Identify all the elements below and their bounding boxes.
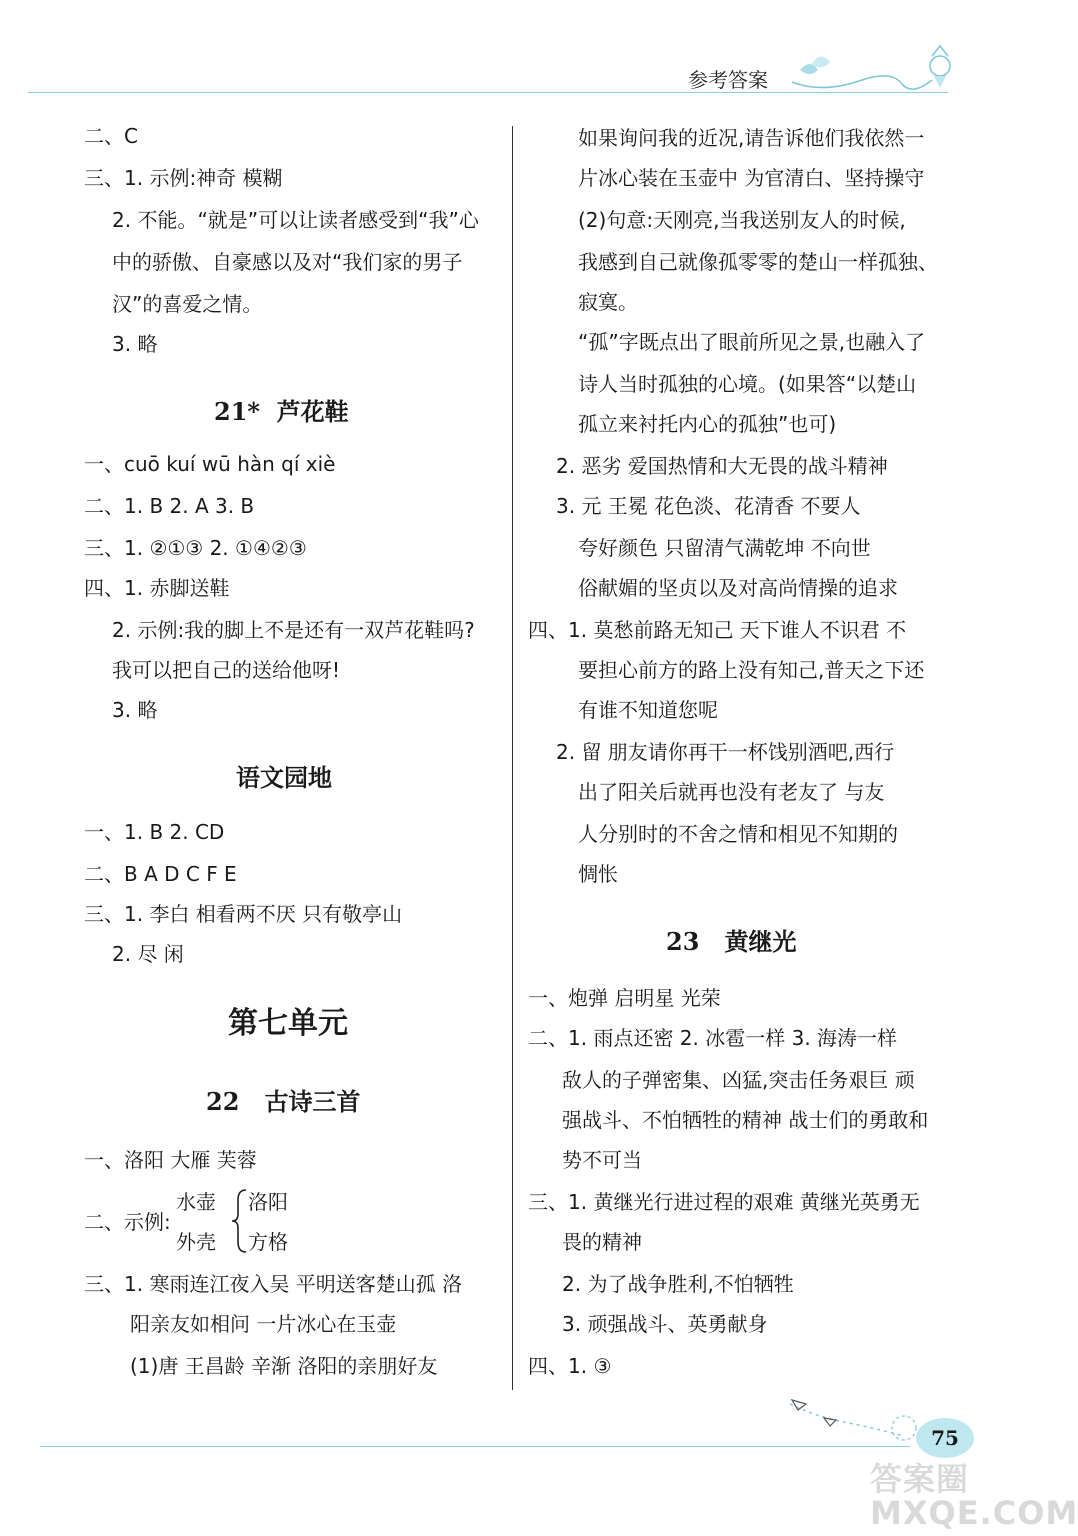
left-line: 3. 略 (112, 698, 158, 722)
right-line: “孤”字既点出了眼前所见之景,也融入了 (578, 330, 926, 354)
unit-title: 第七单元 (228, 1006, 348, 1041)
right-line: (2)句意:天刚亮,当我送别友人的时候, (578, 208, 906, 232)
left-line: 三、1. 示例:神奇 模糊 (84, 166, 283, 190)
left-line: 二、1. B 2. A 3. B (84, 494, 255, 518)
right-line: 2. 恶劣 爱国热情和大无畏的战斗精神 (556, 454, 888, 478)
section-title: 21* 芦花鞋 (214, 397, 349, 426)
left-line: 3. 略 (112, 332, 158, 356)
right-line: 人分别时的不舍之情和相见不知期的 (578, 822, 898, 846)
left-line: 水壶 (176, 1190, 216, 1214)
right-line: 孤立来衬托内心的孤独”也可) (578, 412, 837, 436)
bird-decoration-icon (784, 1392, 924, 1452)
right-line: 四、1. 莫愁前路无知己 天下谁人不识君 不 (528, 618, 907, 642)
right-line: 二、1. 雨点还密 2. 冰雹一样 3. 海涛一样 (528, 1026, 898, 1050)
right-line: 畏的精神 (562, 1230, 642, 1254)
left-line: 三、1. 李白 相看两不厌 只有敬亭山 (84, 902, 403, 926)
column-divider (512, 126, 513, 1390)
right-line: 3. 元 王冕 花色淡、花清香 不要人 (556, 494, 861, 518)
left-line: 洛阳 (248, 1190, 288, 1214)
right-line: 2. 留 朋友请你再干一杯饯别酒吧,西行 (556, 740, 895, 764)
left-line: 三、1. 寒雨连江夜入吴 平明送客楚山孤 洛 (84, 1272, 463, 1296)
butterfly-lamp-decoration-icon (782, 44, 962, 100)
watermark: 答案圈 MXQE.COM (870, 1460, 1078, 1532)
left-line: 一、cuō kuí wū hàn qí xiè (84, 452, 336, 476)
left-line: 二、B A D C F E (84, 862, 237, 886)
page-number: 75 (916, 1418, 974, 1458)
header-label: 参考答案 (688, 68, 768, 92)
right-line: 诗人当时孤独的心境。(如果答“以楚山 (578, 372, 917, 396)
left-line: 中的骄傲、自豪感以及对“我们家的男子 (112, 250, 463, 274)
right-line: 强战斗、不怕牺牲的精神 战士们的勇敢和 (562, 1108, 929, 1132)
right-line: 2. 为了战争胜利,不怕牺牲 (562, 1272, 794, 1296)
left-line: 一、洛阳 大雁 芙蓉 (84, 1148, 257, 1172)
left-line: 我可以把自己的送给他呀! (112, 658, 341, 682)
left-line: 2. 示例:我的脚上不是还有一双芦花鞋吗? (112, 618, 475, 642)
right-line: 3. 顽强战斗、英勇献身 (562, 1312, 768, 1336)
left-line: 方格 (248, 1230, 288, 1254)
right-line: 有谁不知道您呢 (578, 698, 718, 722)
right-line: 四、1. ③ (528, 1354, 612, 1378)
brace-icon (230, 1188, 250, 1254)
left-line: 一、1. B 2. CD (84, 820, 225, 844)
right-line: 要担心前方的路上没有知己,普天之下还 (578, 658, 925, 682)
right-line: 夸好颜色 只留清气满乾坤 不向世 (578, 536, 871, 560)
right-line: 一、炮弹 启明星 光荣 (528, 986, 721, 1010)
left-line: 外壳 (176, 1230, 216, 1254)
right-line: 势不可当 (562, 1148, 642, 1172)
right-line: 我感到自己就像孤零零的楚山一样孤独、 (578, 250, 938, 274)
right-line: 如果询问我的近况,请告诉他们我依然一 (578, 126, 925, 150)
left-line: 2. 不能。“就是”可以让读者感受到“我”心 (112, 208, 479, 232)
footer-rule (40, 1446, 910, 1447)
right-line: 惆怅 (578, 862, 618, 886)
right-line: 敌人的子弹密集、凶猛,突击任务艰巨 顽 (562, 1068, 915, 1092)
left-line: 汉”的喜爱之情。 (112, 292, 263, 316)
right-line: 俗献媚的坚贞以及对高尚情操的追求 (578, 576, 898, 600)
left-line: 阳亲友如相问 一片冰心在玉壶 (130, 1312, 397, 1336)
left-line: 三、1. ②①③ 2. ①④②③ (84, 536, 307, 560)
right-line: 三、1. 黄继光行进过程的艰难 黄继光英勇无 (528, 1190, 920, 1214)
left-line: 四、1. 赤脚送鞋 (84, 576, 230, 600)
right-line: 出了阳关后就再也没有老友了 与友 (578, 780, 885, 804)
left-line: 2. 尽 闲 (112, 942, 184, 966)
left-line: 二、示例: (84, 1210, 171, 1234)
section-title: 23 黄继光 (666, 927, 797, 956)
right-line: 寂寞。 (578, 290, 638, 314)
left-line: (1)唐 王昌龄 辛渐 洛阳的亲朋好友 (130, 1354, 438, 1378)
section-title: 语文园地 (236, 763, 332, 792)
left-line: 二、C (84, 124, 138, 148)
right-line: 片冰心装在玉壶中 为官清白、坚持操守 (578, 166, 925, 190)
section-title: 22 古诗三首 (206, 1087, 361, 1116)
